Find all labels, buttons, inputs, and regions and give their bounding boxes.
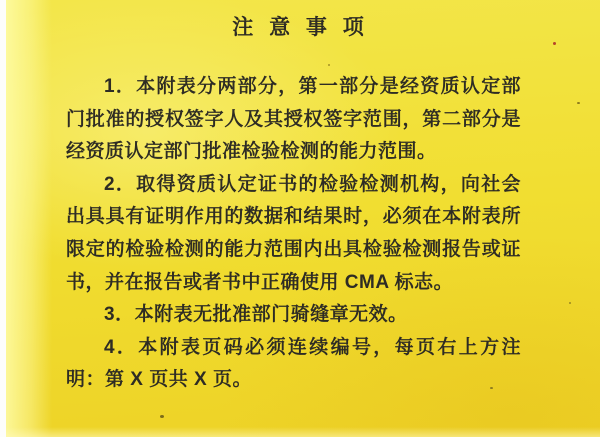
paper-light-band — [6, 0, 52, 437]
page-title: 注 意 事 项 — [232, 16, 369, 39]
paper-speck — [569, 302, 571, 304]
notice-paragraph-2: 2．取得资质认定证书的检验检测机构，向社会出具具有证明作用的数据和结果时，必须在本附表所限定的检验检测的能力范围内出具检验检测报告或证书，并在报告或者书中正确使用 CMA 标志。 — [66, 173, 521, 293]
scan-edge-strip — [0, 0, 6, 437]
paper-page — [6, 0, 600, 437]
notice-paragraph-3: 3．本附表无批准部门骑缝章无效。 — [104, 304, 408, 326]
paper-speck — [160, 415, 164, 418]
notice-paragraph-1: 1．本附表分两部分，第一部分是经资质认定部门批准的授权签字人及其授权签字范围，第二部分是经资质认定部门批准检验检测的能力范围。 — [66, 76, 521, 163]
notice-paragraph-4: 4．本附表页码必须连续编号，每页右上方注明：第 X 页共 X 页。 — [66, 336, 521, 391]
document-content — [66, 0, 521, 397]
paper-speck — [553, 42, 556, 45]
paper-bottom-fade — [6, 427, 600, 437]
paper-speck — [577, 102, 580, 104]
